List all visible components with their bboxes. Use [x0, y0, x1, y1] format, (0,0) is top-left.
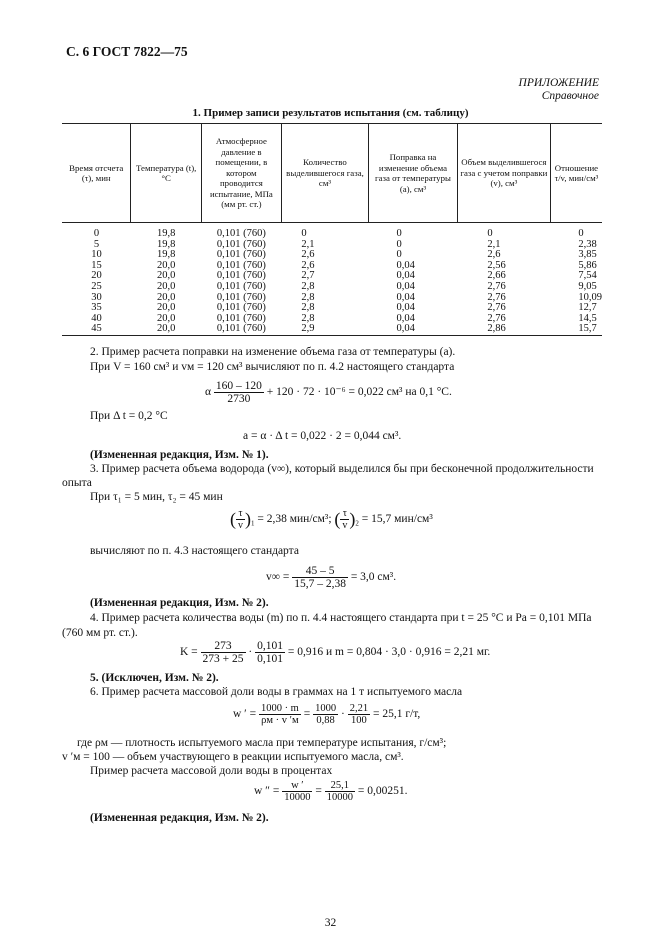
- col-header-volume: Объем выделившегося газа с учетом поправки (v), см³: [457, 124, 550, 223]
- table-cell: 9,05: [578, 280, 597, 292]
- table-row: [62, 250, 602, 261]
- table-cell: 15,7: [550, 324, 602, 335]
- table-cell: 20,0: [156, 259, 176, 271]
- table-cell: 20,0: [156, 302, 176, 314]
- table-cell: 0,101 (760): [216, 291, 266, 303]
- table-cell: 0,101 (760): [216, 238, 266, 250]
- table-cell: 35: [91, 302, 102, 314]
- table-cell: 0: [396, 228, 402, 239]
- table-cell: 2,66: [487, 270, 506, 282]
- frac-num: 160 – 120: [215, 380, 262, 392]
- p2-text: 2. Пример расчета поправки на изменение объема газа от температуры (a).: [90, 346, 456, 358]
- frac-num: 0,101: [257, 640, 284, 652]
- frac-den: 100: [351, 715, 367, 726]
- eq-K-frac2: [255, 640, 285, 665]
- table-cell: 2,76: [487, 280, 506, 292]
- table-cell: 0,101 (760): [216, 302, 266, 314]
- appendix-label: [519, 77, 599, 103]
- table-cell: 10,09: [578, 291, 602, 303]
- table-cell: 2,76: [487, 302, 506, 314]
- eq-w2-frac1: [282, 780, 312, 803]
- p3-calc: вычисляют по п. 4.3 настоящего стандарта: [90, 545, 299, 557]
- table-cell: 2,76: [487, 312, 506, 324]
- table-cell: 0: [487, 228, 493, 239]
- table-cell: 45: [62, 324, 131, 335]
- eq-ratio-v1: = 2,38 мин/см³;: [257, 513, 332, 526]
- p4-text: 4. Пример расчета количества воды (m) по п. 4.4 настоящего стандарта при t = 25 °С и Pa = 0,101 МПа: [90, 612, 592, 624]
- table-cell: 2,56: [487, 259, 506, 271]
- eq-a: a = α · Δ t = 0,022 · 2 = 0,044 см³.: [243, 430, 402, 442]
- frac-den: 0,88: [316, 715, 335, 726]
- table-cell: 20,0: [156, 291, 176, 303]
- table-cell: 2,9: [281, 324, 368, 335]
- table-cell: 0,04: [396, 302, 415, 314]
- table-cell: 15: [91, 259, 102, 271]
- edit-note-2a: (Измененная редакция, Изм. № 2).: [90, 597, 269, 609]
- frac-den: 10000: [326, 792, 353, 803]
- eq-K-lhs: K =: [180, 646, 198, 659]
- table-cell: 0,101 (760): [216, 259, 266, 271]
- table-cell: 14,5: [578, 312, 597, 324]
- col-header-time: Время отсчета (τ), мин: [62, 124, 131, 223]
- eq-w1: w ′ = $\frac{1000 \cdot m}{\rho м \cdot v 'м}$ = $\frac{1000}{0,88}$ · $\frac{2,21}{100}$ = 25,1 г/т,: [233, 703, 421, 726]
- eq-w1-frac2: [313, 703, 338, 726]
- table-cell: 2,1: [301, 238, 315, 250]
- table-cell: 19,8: [156, 228, 176, 239]
- table-cell: 2,8: [301, 302, 315, 314]
- table-row: [62, 261, 602, 272]
- eq-w1-frac3: [348, 703, 370, 726]
- table-cell: 20,0: [156, 270, 176, 282]
- table-cell: 0,101 (760): [216, 270, 266, 282]
- table-cell: 2,86: [457, 324, 550, 335]
- eq-w2-rest: = 0,00251.: [357, 785, 408, 798]
- table-cell: 5,86: [578, 259, 597, 271]
- page-header: С. 6 ГОСТ 7822—75: [66, 44, 188, 59]
- table-cell: 0,04: [396, 312, 415, 324]
- table-cell: 0,04: [396, 259, 415, 271]
- col-header-ratio: Отношение τ/v, мин/см³: [550, 124, 602, 223]
- eq-ratio: ( $\frac{\tau}{v}$ )$_1 = 2,38$ мин/см³; ( $\frac{\tau}{v}$ )$_2 = 15,7$ мин/см³: [230, 508, 433, 531]
- eq-K-frac1: [201, 640, 246, 665]
- table-cell: 2,6: [301, 249, 315, 261]
- table-cell: 0: [301, 228, 307, 239]
- frac-num: 45 – 5: [292, 565, 348, 578]
- col-header-correction: Поправка на изменение объема газа от температуры (a), см³: [369, 124, 458, 223]
- eq-vinf: [266, 565, 396, 590]
- eq-w1-rest: = 25,1 г/т,: [372, 708, 421, 721]
- table-cell: 0,04: [396, 280, 415, 292]
- p6-where2: v ′м = 100 — объем участвующего в реакции испытуемого масла, см³.: [62, 751, 404, 763]
- eq-ratio-v2: = 15,7 мин/см³: [361, 513, 433, 526]
- frac-num: 2,21: [349, 703, 369, 714]
- table-cell: 2,8: [301, 280, 315, 292]
- table-row: [62, 293, 602, 304]
- eq-vinf-rest: = 3,0 см³.: [350, 571, 397, 584]
- eq-alpha-lhs: α: [205, 386, 212, 399]
- table-cell: 0: [396, 238, 402, 250]
- eq-w1-frac1: [259, 703, 301, 726]
- table-cell: 2,38: [578, 238, 597, 250]
- eq-vinf-lhs: v∞ =: [266, 571, 290, 584]
- table-row: [62, 223, 602, 240]
- table-cell: 25: [91, 280, 102, 292]
- eq-alpha: [205, 380, 452, 405]
- appendix-title: ПРИЛОЖЕНИЕ: [518, 77, 599, 89]
- table-cell: 0,04: [396, 291, 415, 303]
- eq-vinf-frac: [292, 565, 348, 590]
- table-cell: 19,8: [156, 249, 176, 261]
- table-row: [62, 240, 602, 251]
- page-number: 32: [324, 917, 337, 929]
- frac-den: 10000: [284, 792, 311, 803]
- p5-text: 5. (Исключен, Изм. № 2).: [90, 672, 219, 684]
- frac-den: 0,101: [257, 653, 284, 665]
- p4-cont: (760 мм рт. ст.).: [62, 627, 138, 639]
- table-cell: 0,04: [396, 270, 415, 282]
- table-cell: 7,54: [578, 270, 597, 282]
- table-row: [62, 314, 602, 325]
- table-header-row: [62, 124, 602, 223]
- table-cell: 20,0: [131, 324, 201, 335]
- table-row: [62, 282, 602, 293]
- table-cell: 0: [93, 228, 100, 239]
- eq-w2: w ″ = $\frac{w '}{10000}$ = $\frac{25,1}{10000}$ = 0,00251.: [254, 780, 408, 803]
- table-cell: 3,85: [578, 249, 597, 261]
- table-cell: 2,8: [301, 291, 315, 303]
- frac-num: 273: [201, 640, 246, 653]
- col-header-temp: Температура (t), °С: [131, 124, 201, 223]
- eq-K-rest: = 0,916 и m = 0,804 · 3,0 · 0,916 = 2,21 мг.: [287, 646, 491, 659]
- table-cell: 30: [91, 291, 102, 303]
- table-cell: 0: [396, 249, 402, 261]
- frac-den: ρм · v ′м: [261, 715, 299, 726]
- col-header-gas: Количество выделившегося газа, см³: [281, 124, 368, 223]
- eq-K: K = $\frac{273}{273 + 25}$ · $\frac{0,101}{0,101}$ = 0,916 и m = 0,804 · 3,0 · 0,916 = 2,21 мг.: [180, 640, 491, 665]
- table-cell: 2,7: [301, 270, 315, 282]
- table-cell: 2,1: [487, 238, 501, 250]
- eq-w2-frac2: [325, 780, 355, 803]
- frac-num: 1000 · m: [260, 703, 299, 714]
- p3-text: 3. Пример расчета объема водорода (v∞), который выделился бы при бесконечной продолжительности: [90, 463, 594, 475]
- table-cell: 20,0: [156, 312, 176, 324]
- frac-num: 1000: [315, 703, 337, 714]
- table-cell: 0,101 (760): [216, 312, 266, 324]
- table-row: [62, 271, 602, 282]
- frac-den: 273 + 25: [202, 653, 244, 665]
- table-cell: 0,101 (760): [201, 324, 281, 335]
- table-cell: 0,04: [369, 324, 458, 335]
- table-row: [62, 324, 602, 335]
- table-cell: 40: [91, 312, 102, 324]
- table-cell: 12,7: [578, 302, 597, 314]
- p6-where1: где ρм — плотность испытуемого масла при температуре испытания, г/см³;: [77, 737, 447, 749]
- p2-given: При V = 160 см³ и vм = 120 см³ вычисляют по п. 4.2 настоящего стандарта: [90, 361, 455, 373]
- p6-text: 6. Пример расчета массовой доли воды в граммах на 1 т испытуемого масла: [90, 686, 463, 698]
- eq-w1-lhs: w ′ =: [233, 708, 257, 721]
- table-cell: 2,6: [487, 249, 501, 261]
- section-title: 1. Пример записи результатов испытания (см. таблицу): [192, 107, 469, 119]
- appendix-subtitle: Справочное: [541, 90, 599, 102]
- table-cell: 0,101 (760): [216, 249, 266, 261]
- eq-alpha-frac: [214, 380, 264, 405]
- table-cell: 2,76: [487, 291, 506, 303]
- frac-den: 2730: [227, 393, 251, 405]
- edit-note-2b: (Измененная редакция, Изм. № 2).: [90, 812, 269, 824]
- frac-den: 15,7 – 2,38: [294, 578, 346, 590]
- table-cell: 0,101 (760): [216, 280, 266, 292]
- table-row: [62, 303, 602, 314]
- eq-w2-lhs: w ″ =: [254, 785, 280, 798]
- p3-given: При τ₁ = 5 мин, τ₂ = 45 мин: [90, 491, 223, 503]
- edit-note-1: (Измененная редакция, Изм. № 1).: [90, 449, 269, 461]
- table-cell: 0: [578, 228, 584, 239]
- table-cell: 2,8: [301, 312, 315, 324]
- table-cell: 2,6: [301, 259, 315, 271]
- col-header-pressure: Атмосферное давление в помещении, в котором проводится испытание, МПа (мм рт. ст.): [201, 124, 281, 223]
- table-cell: 20,0: [156, 280, 176, 292]
- eq-alpha-rest: + 120 · 72 · 10⁻⁶ = 0,022 см³ на 0,1 °С.: [266, 386, 452, 399]
- p2-dt: При Δ t = 0,2 °С: [90, 410, 168, 422]
- frac-num: 25,1: [325, 780, 355, 792]
- table-cell: 10: [91, 249, 102, 261]
- table-cell: 19,8: [156, 238, 176, 250]
- table-cell: 20: [91, 270, 102, 282]
- table-cell: 0,101 (760): [216, 228, 266, 239]
- results-table: [62, 123, 602, 336]
- p6-pct: Пример расчета массовой доли воды в процентах: [90, 765, 333, 777]
- table-cell: 5: [93, 238, 100, 250]
- p3-cont: опыта: [62, 477, 92, 489]
- frac-num: w ′: [282, 780, 312, 792]
